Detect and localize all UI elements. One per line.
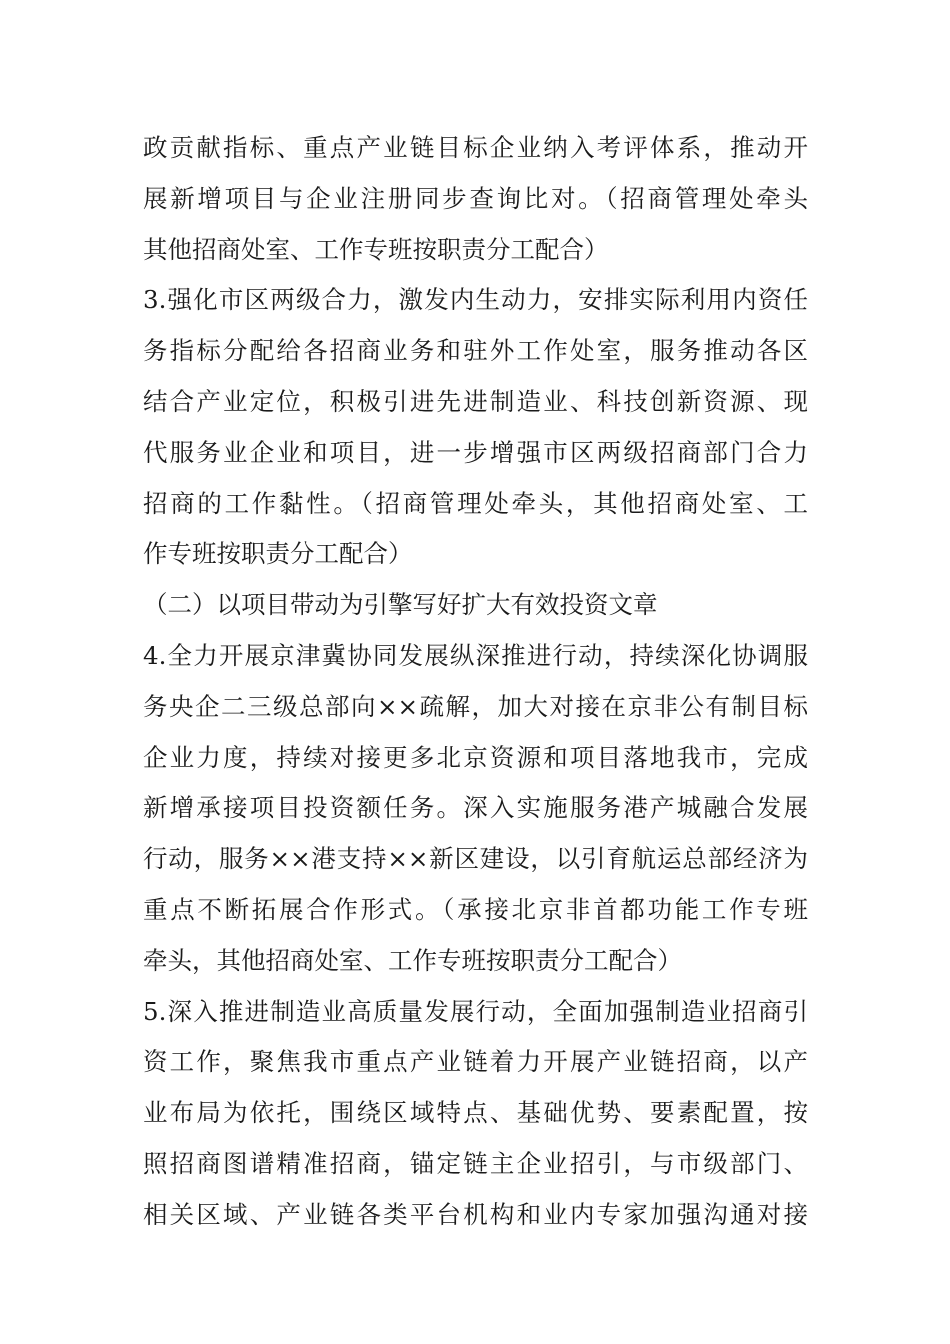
- text-line: 政贡献指标、重点产业链目标企业纳入考评体系，推动开: [143, 133, 808, 162]
- text-line: 牵头，其他招商处室、工作专班按职责分工配合）: [143, 945, 682, 975]
- text-line: 相关区域、产业链各类平台机构和业内专家加强沟通对接: [143, 1199, 808, 1229]
- text-line: 业布局为依托，围绕区域特点、基础优势、要素配置，按: [143, 1098, 808, 1128]
- text-line: 招商的工作黏性。（招商管理处牵头，其他招商处室、工: [143, 488, 808, 518]
- text-line: 展新增项目与企业注册同步查询比对。（招商管理处牵头: [143, 183, 808, 213]
- text-line: 企业力度，持续对接更多北京资源和项目落地我市，完成: [143, 742, 808, 772]
- text-line: （二）以项目带动为引擎写好扩大有效投资文章: [143, 590, 658, 620]
- text-line: 4.全力开展京津冀协同发展纵深推进行动，持续深化协调服: [143, 640, 808, 670]
- text-line: 务指标分配给各招商业务和驻外工作处室，服务推动各区: [143, 336, 808, 366]
- text-line: 其他招商处室、工作专班按职责分工配合）: [143, 234, 609, 264]
- text-line: 作专班按职责分工配合）: [143, 539, 413, 569]
- text-line: 行动，服务××港支持××新区建设，以引育航运总部经济为: [143, 844, 808, 874]
- text-line: 重点不断拓展合作形式。（承接北京非首都功能工作专班: [143, 894, 808, 924]
- text-line: 3.强化市区两级合力，激发内生动力，安排实际利用内资任: [143, 285, 808, 315]
- text-line: 结合产业定位，积极引进先进制造业、科技创新资源、现: [143, 386, 808, 416]
- text-line: 务央企二三级总部向××疏解，加大对接在京非公有制目标: [143, 691, 808, 721]
- text-line: 代服务业企业和项目，进一步增强市区两级招商部门合力: [143, 437, 808, 467]
- document-body: [143, 123, 808, 1241]
- text-line: 照招商图谱精准招商，锚定链主企业招引，与市级部门、: [143, 1148, 808, 1178]
- text-line: 资工作，聚焦我市重点产业链着力开展产业链招商，以产: [143, 1047, 808, 1077]
- text-line: 5.深入推进制造业高质量发展行动，全面加强制造业招商引: [143, 996, 808, 1026]
- text-line: 新增承接项目投资额任务。深入实施服务港产城融合发展: [143, 793, 808, 823]
